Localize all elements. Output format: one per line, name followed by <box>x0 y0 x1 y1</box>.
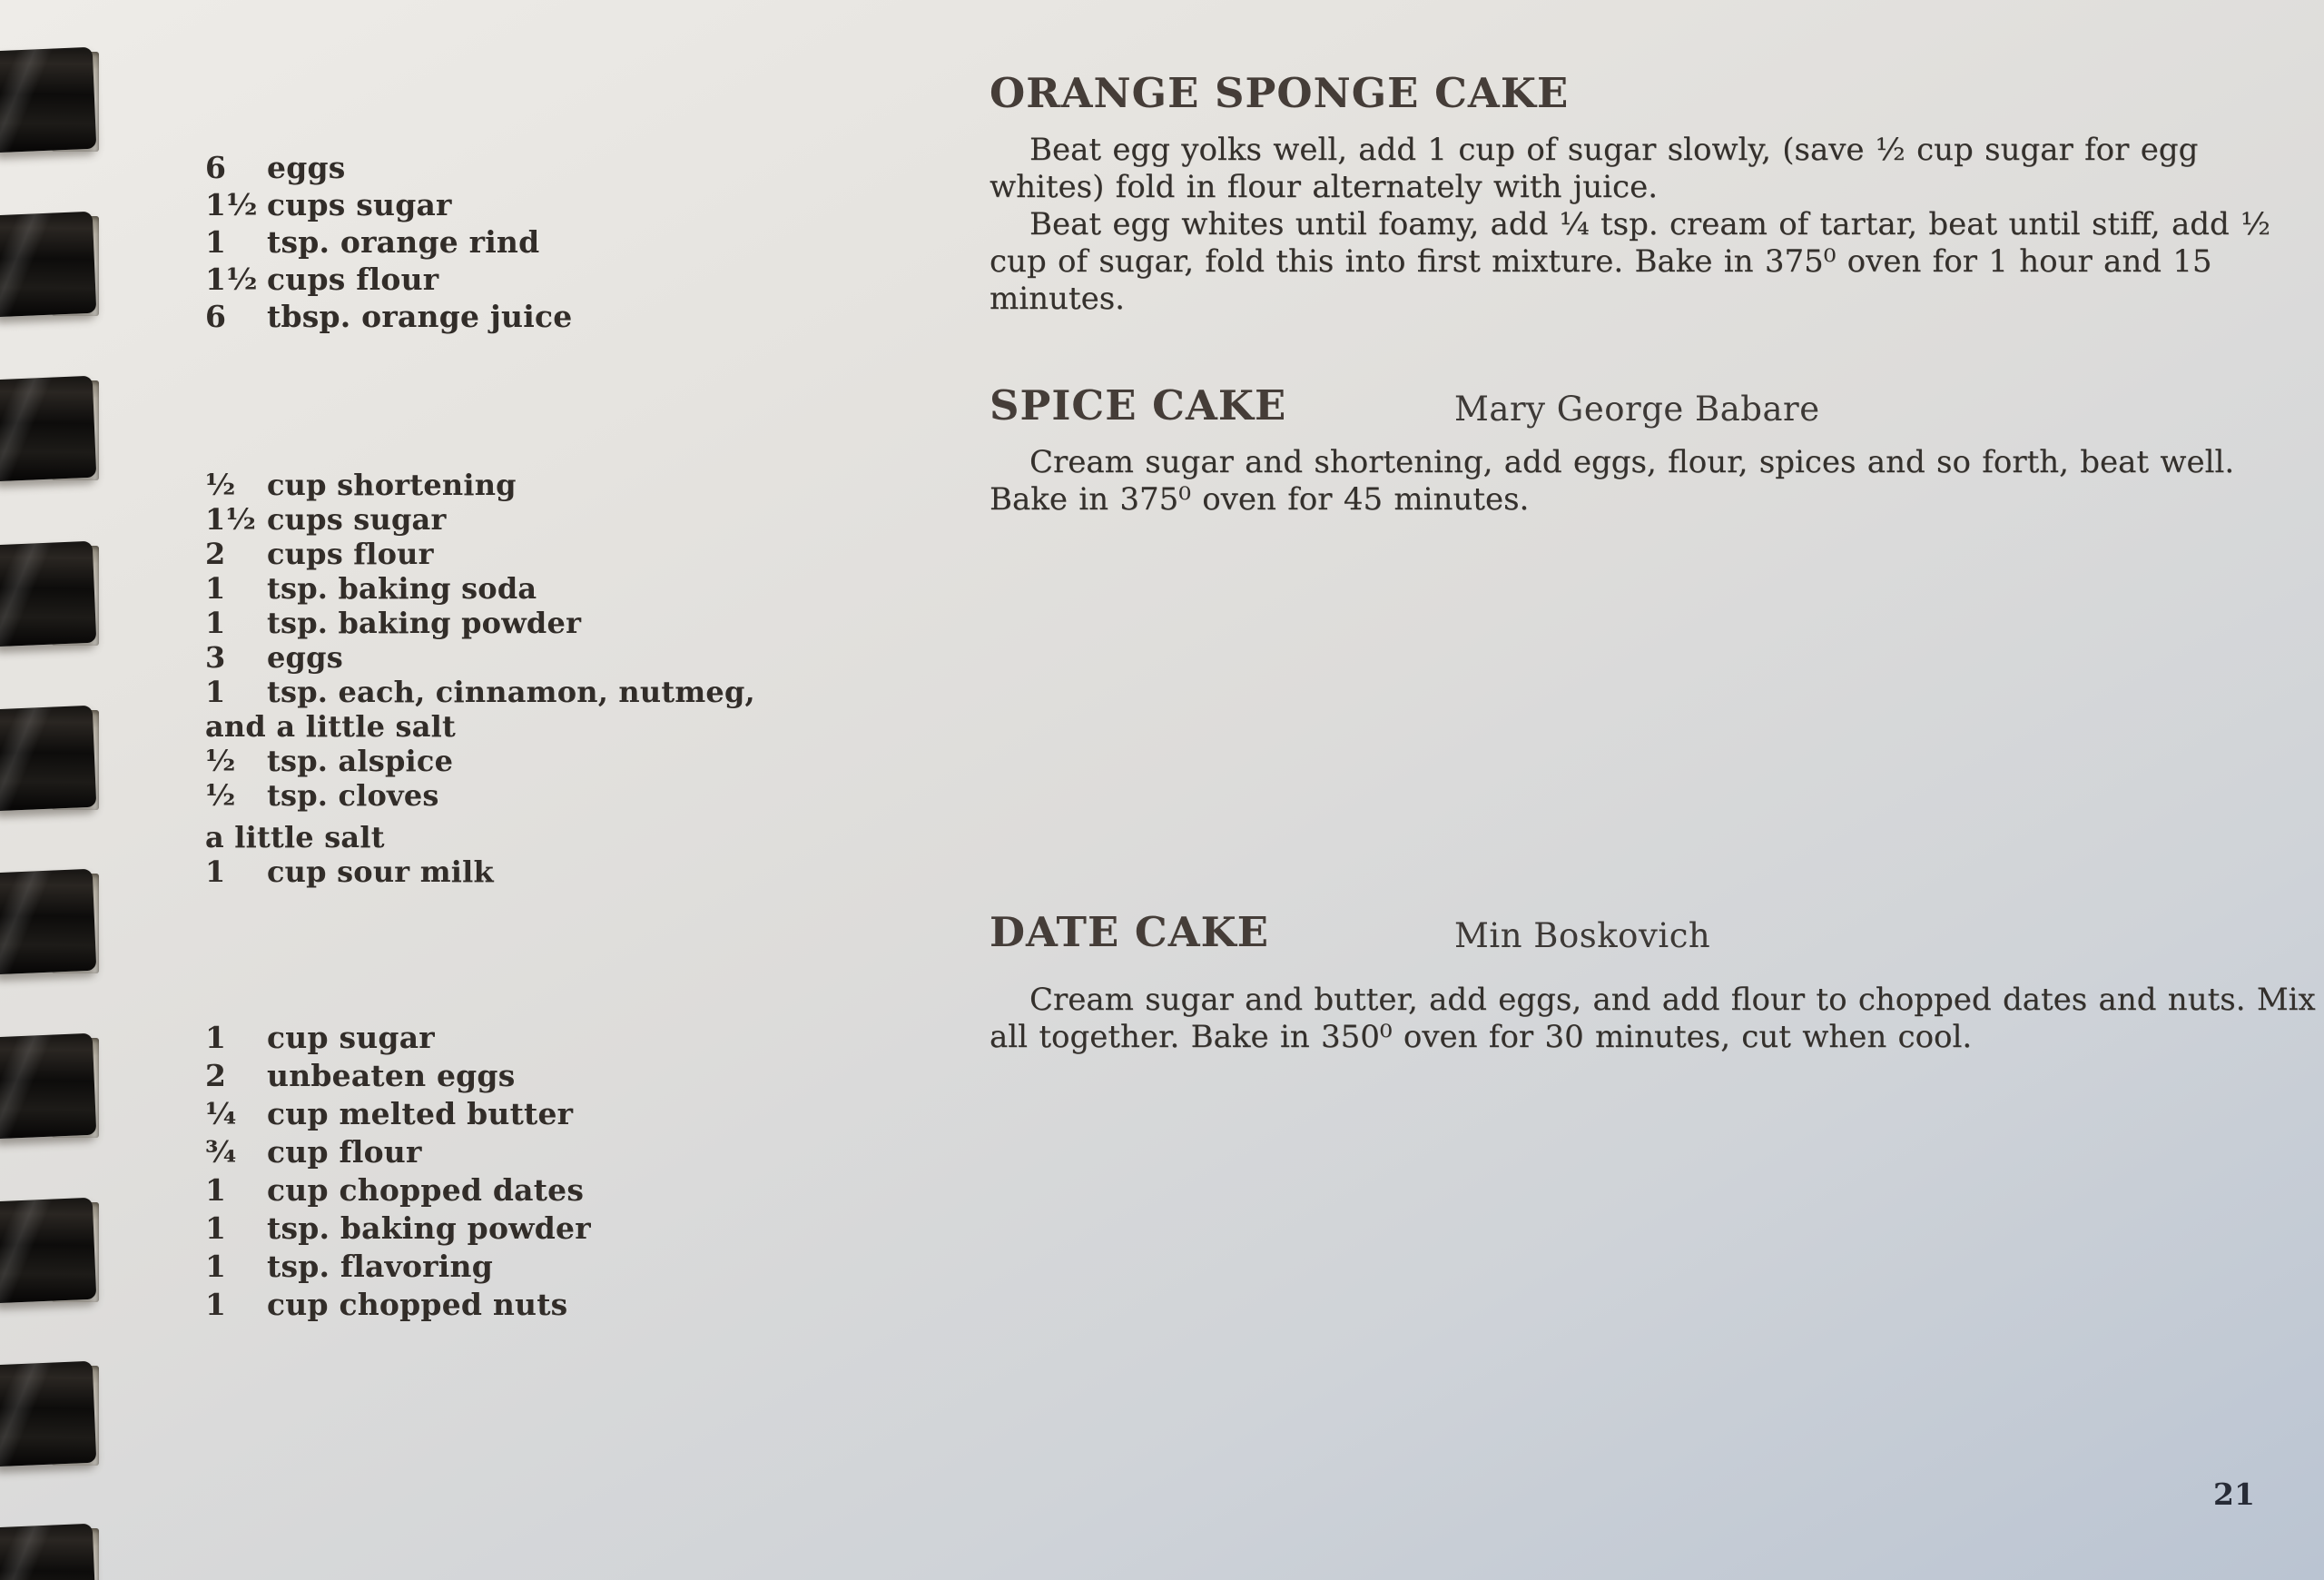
ingredient-name: tsp. each, cinnamon, nutmeg, <box>267 675 755 709</box>
instructions-paragraph: Cream sugar and butter, add eggs, and add flour to chopped dates and nuts. Mix all together. Bake in 350⁰ oven for 30 minutes, cut when cool. <box>990 982 2316 1055</box>
ingredient-qty: 1½ <box>205 187 258 222</box>
recipe-instructions <box>990 982 2317 1056</box>
ingredient-name: eggs <box>267 640 343 675</box>
ingredient-name: cup sour milk <box>267 854 494 889</box>
recipe-author: Min Boskovich <box>1454 916 1711 955</box>
ingredient-name: tsp. alspice <box>267 744 454 778</box>
binding-ring-band <box>0 1361 96 1467</box>
ingredient-name: cups sugar <box>267 187 452 222</box>
ingredient-row <box>205 1019 822 1057</box>
ingredient-qty: ¼ <box>205 1096 237 1131</box>
ingredient-name: cup melted butter <box>267 1096 574 1131</box>
ingredient-qty: 1½ <box>205 262 258 297</box>
binding-ring <box>0 869 103 980</box>
ingredient-qty: ½ <box>205 468 236 502</box>
ingredient-name: cup chopped nuts <box>267 1287 568 1322</box>
ingredient-row <box>205 854 822 889</box>
ingredient-row <box>205 149 822 186</box>
page-number: 21 <box>2213 1476 2255 1512</box>
ingredient-name: cup sugar <box>267 1020 435 1055</box>
ingredient-row <box>205 640 822 675</box>
ingredient-qty: 3 <box>205 640 226 675</box>
ingredient-name: and a little salt <box>205 709 457 744</box>
ingredient-row <box>205 1248 822 1286</box>
recipe-section-spice-cake <box>990 381 2317 518</box>
ingredient-row <box>205 1286 822 1324</box>
ingredient-row <box>205 261 822 298</box>
ingredient-name: tsp. baking soda <box>267 571 537 606</box>
ingredient-qty: 1 <box>205 1020 227 1055</box>
ingredient-row <box>205 778 822 813</box>
binding-ring <box>0 47 103 158</box>
instructions-paragraph: Beat egg yolks well, add 1 cup of sugar slowly, (save ½ cup sugar for egg whites) fold in flour alternately with juice. <box>990 132 2199 205</box>
recipe-author: Mary George Babare <box>1454 390 1820 429</box>
ingredient-row <box>205 709 822 744</box>
ingredient-list-spice-cake <box>205 468 822 889</box>
ingredient-qty: 1 <box>205 1249 227 1284</box>
recipe-instructions <box>990 132 2317 318</box>
recipe-title: SPICE CAKE <box>990 381 1287 430</box>
ingredient-name: cup chopped dates <box>267 1172 585 1208</box>
ingredient-name: eggs <box>267 150 346 185</box>
binding-ring <box>0 1198 103 1308</box>
ingredient-qty: ¾ <box>205 1134 237 1170</box>
binding-ring <box>0 706 103 816</box>
ingredient-name: tsp. baking powder <box>267 606 582 640</box>
ingredient-row <box>205 468 822 502</box>
ingredient-qty: 1 <box>205 854 226 889</box>
ingredient-qty: ½ <box>205 744 236 778</box>
ingredient-row <box>205 606 822 640</box>
ingredient-row <box>205 1057 822 1095</box>
ingredient-row <box>205 1133 822 1171</box>
ingredient-name: tbsp. orange juice <box>267 299 573 334</box>
ingredient-qty: 6 <box>205 150 227 185</box>
ingredient-row <box>205 571 822 606</box>
ingredient-row <box>205 675 822 709</box>
binding-ring-band <box>0 1033 96 1140</box>
recipe-section-orange-sponge-cake <box>990 69 2317 318</box>
ingredient-name: cups flour <box>267 537 434 571</box>
ingredient-qty: 1 <box>205 1172 227 1208</box>
binding-ring <box>0 212 103 322</box>
binding-ring <box>0 1361 103 1472</box>
instructions-paragraph: Cream sugar and shortening, add eggs, flour, spices and so forth, beat well. Bake in 375⁰ oven for 45 minutes. <box>990 444 2235 518</box>
recipe-instructions <box>990 444 2317 518</box>
ingredient-qty: 6 <box>205 299 227 334</box>
recipe-header <box>990 381 2317 430</box>
ingredient-name: cup flour <box>267 1134 422 1170</box>
binding-ring <box>0 1033 103 1144</box>
binding-ring <box>0 376 103 487</box>
ingredient-qty: 1 <box>205 606 226 640</box>
instructions-paragraph: Beat egg whites until foamy, add ¼ tsp. cream of tartar, beat until stiff, add ½ cup of sugar, fold this into first mixture. Bake in 375⁰ oven for 1 hour and 15 minutes. <box>990 206 2271 317</box>
ingredient-qty: ½ <box>205 778 236 813</box>
ingredient-qty: 2 <box>205 537 226 571</box>
binding-ring <box>0 1524 103 1580</box>
ingredient-qty: 2 <box>205 1058 227 1093</box>
ingredient-name: tsp. baking powder <box>267 1210 591 1246</box>
recipe-header <box>990 69 2317 117</box>
ingredient-name: unbeaten eggs <box>267 1058 516 1093</box>
binding-ring-band <box>0 706 96 812</box>
ingredient-name: cups flour <box>267 262 439 297</box>
binding-ring-band <box>0 1198 96 1304</box>
ingredient-list-date-cake <box>205 1019 822 1324</box>
binding-ring-band <box>0 541 96 647</box>
ingredient-qty: 1 <box>205 675 226 709</box>
ingredient-qty: 1 <box>205 1287 227 1322</box>
binding-ring-band <box>0 376 96 482</box>
ingredient-name: tsp. orange rind <box>267 224 540 260</box>
ingredient-qty: 1 <box>205 224 227 260</box>
ingredient-row <box>205 744 822 778</box>
recipe-header <box>990 908 2317 956</box>
binding-ring-band <box>0 47 96 153</box>
ingredient-name: cup shortening <box>267 468 517 502</box>
ingredient-qty: 1 <box>205 571 226 606</box>
ingredient-row <box>205 186 822 223</box>
recipe-title: ORANGE SPONGE CAKE <box>990 69 1570 117</box>
binding-ring-band <box>0 869 96 975</box>
recipe-section-date-cake <box>990 908 2317 1056</box>
ingredient-row <box>205 298 822 335</box>
ingredient-row <box>205 537 822 571</box>
ingredient-row <box>205 1171 822 1210</box>
ingredient-row <box>205 820 822 854</box>
ingredient-row <box>205 1210 822 1248</box>
ingredient-row <box>205 223 822 261</box>
ingredient-qty: 1½ <box>205 502 257 537</box>
ingredient-qty: 1 <box>205 1210 227 1246</box>
ingredient-name: cups sugar <box>267 502 447 537</box>
binding-ring <box>0 541 103 652</box>
ingredient-name: a little salt <box>205 820 385 854</box>
ingredient-row <box>205 502 822 537</box>
binding-ring-band <box>0 212 96 318</box>
binding-ring-band <box>0 1524 96 1580</box>
ingredient-name: tsp. cloves <box>267 778 439 813</box>
ingredient-list-orange-sponge-cake <box>205 149 822 335</box>
ingredient-row <box>205 1095 822 1133</box>
recipe-title: DATE CAKE <box>990 908 1270 956</box>
comb-binding <box>0 0 123 1580</box>
ingredient-name: tsp. flavoring <box>267 1249 493 1284</box>
